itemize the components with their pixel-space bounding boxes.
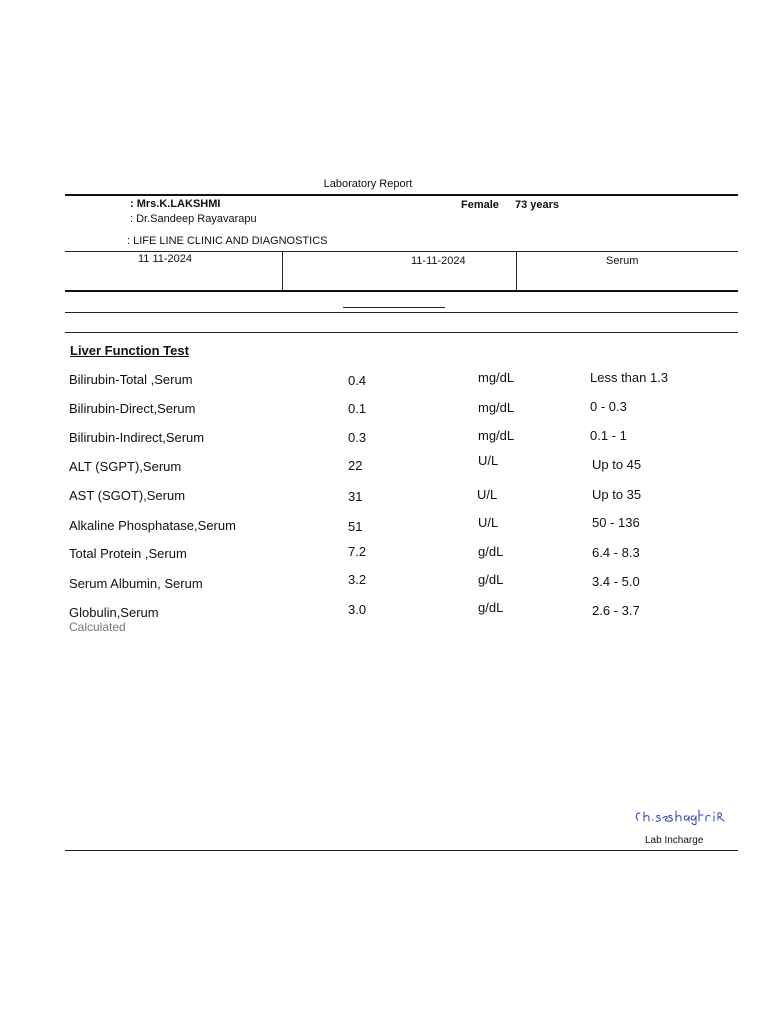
- test-unit: g/dL: [478, 600, 504, 615]
- test-reference: Less than 1.3: [590, 370, 669, 385]
- clinic-name: : LIFE LINE CLINIC AND DIAGNOSTICS: [127, 235, 328, 247]
- test-unit: g/dL: [478, 544, 504, 559]
- header-top-rule: [65, 194, 738, 196]
- test-unit: mg/dL: [478, 428, 515, 443]
- date-reported: 11-11-2024: [411, 255, 466, 267]
- test-reference: Up to 45: [592, 457, 642, 472]
- report-title: Laboratory Report: [323, 178, 413, 190]
- patient-age: 73 years: [515, 199, 560, 211]
- test-reference: 50 - 136: [592, 515, 640, 530]
- header-bottom-rule: [65, 290, 738, 292]
- date-collected: 11 11-2024: [138, 253, 193, 265]
- test-reference: 2.6 - 3.7: [592, 603, 640, 618]
- section-rule-2: [65, 332, 738, 333]
- test-reference: 0.1 - 1: [590, 428, 627, 443]
- test-name: Serum Albumin, Serum: [69, 576, 203, 591]
- test-name: Bilirubin-Total ,Serum: [69, 372, 193, 387]
- test-reference: Up to 35: [592, 487, 642, 502]
- test-unit: U/L: [477, 487, 498, 502]
- test-value: 3.2: [348, 572, 367, 587]
- section-title: Liver Function Test: [70, 343, 189, 358]
- test-name: Total Protein ,Serum: [69, 546, 187, 561]
- test-unit: mg/dL: [478, 370, 515, 385]
- test-reference: 6.4 - 8.3: [592, 545, 640, 560]
- test-name: AST (SGOT),Serum: [69, 488, 186, 503]
- date-divider-1: [282, 252, 283, 290]
- test-value: 22: [348, 458, 363, 473]
- short-underline: [343, 307, 445, 308]
- date-divider-2: [516, 252, 517, 290]
- test-reference: 0 - 0.3: [590, 399, 627, 414]
- test-value: 0.3: [348, 430, 367, 445]
- signature-image: [632, 806, 727, 826]
- patient-name: : Mrs.K.LAKSHMI: [130, 198, 221, 210]
- patient-gender: Female: [461, 199, 499, 211]
- test-value: 31: [348, 489, 363, 504]
- test-name: Globulin,Serum: [69, 605, 159, 620]
- test-name: Alkaline Phosphatase,Serum: [69, 518, 236, 533]
- test-name: Bilirubin-Direct,Serum: [69, 401, 196, 416]
- section-top-rule: [65, 312, 738, 313]
- lab-incharge-label: Lab Incharge: [645, 835, 704, 846]
- test-name: Bilirubin-Indirect,Serum: [69, 430, 205, 445]
- test-unit: U/L: [478, 453, 499, 468]
- test-value: 0.4: [348, 373, 367, 388]
- test-reference: 3.4 - 5.0: [592, 574, 640, 589]
- test-name: ALT (SGPT),Serum: [69, 459, 182, 474]
- header-mid-rule: [65, 251, 738, 252]
- test-unit: U/L: [478, 515, 499, 530]
- sample-type: Serum: [606, 255, 639, 267]
- footer-rule: [65, 850, 738, 851]
- test-value: 3.0: [348, 602, 367, 617]
- referring-doctor: : Dr.Sandeep Rayavarapu: [130, 213, 257, 225]
- test-value: 0.1: [348, 401, 367, 416]
- test-value: 51: [348, 519, 363, 534]
- test-value: 7.2: [348, 544, 367, 559]
- test-unit: g/dL: [478, 572, 504, 587]
- test-unit: mg/dL: [478, 400, 515, 415]
- test-note: Calculated: [69, 620, 126, 634]
